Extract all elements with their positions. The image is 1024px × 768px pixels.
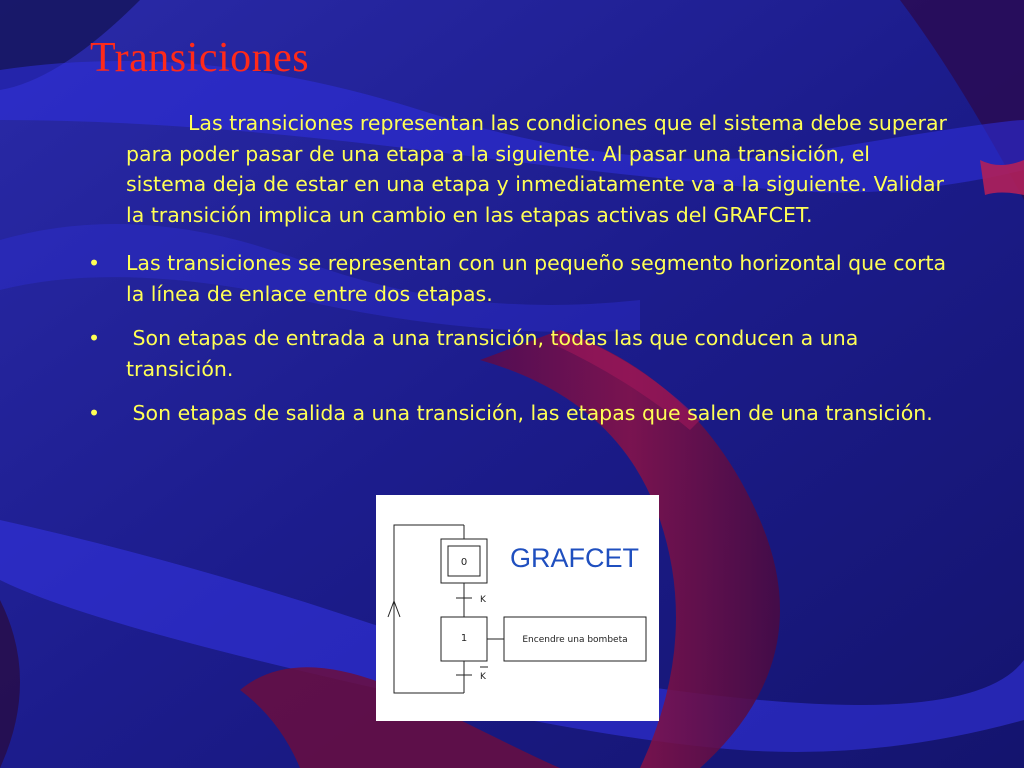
grafcet-drawing	[376, 495, 659, 721]
intro-paragraph: Las transiciones representan las condiciones que el sistema debe superar para poder pasar de una etapa a la siguiente. Al pasar una transición, el sistema deja de estar en una etapa y inmediatamente va a la siguiente. Validar la transición implica un cambio en las etapas activas del GRAFCET.	[126, 111, 947, 227]
action-label: Encendre una bombeta	[522, 635, 628, 645]
bullet-marker: •	[88, 401, 101, 425]
step-label: 1	[460, 633, 468, 644]
transition-1-label: K	[480, 595, 486, 605]
bullet-marker: •	[88, 251, 101, 275]
slide-title: Transiciones	[90, 35, 310, 81]
grafcet-heading: GRAFCET	[510, 543, 640, 573]
bullet-text: Son etapas de salida a una transición, las etapas que salen de una transición.	[126, 401, 933, 425]
initial-step-label: 0	[460, 557, 468, 568]
grafcet-diagram	[376, 495, 659, 721]
transition-2-label: K	[480, 672, 486, 682]
bullet-item	[88, 323, 948, 384]
slide-body	[88, 108, 948, 443]
bullet-item	[88, 248, 948, 309]
bullet-item	[88, 398, 948, 429]
bullet-text: Las transiciones se representan con un pequeño segmento horizontal que corta la línea de enlace entre dos etapas.	[126, 251, 947, 306]
bullet-text: Son etapas de entrada a una transición, todas las que conducen a una transición.	[126, 326, 865, 381]
bullet-marker: •	[88, 326, 101, 350]
